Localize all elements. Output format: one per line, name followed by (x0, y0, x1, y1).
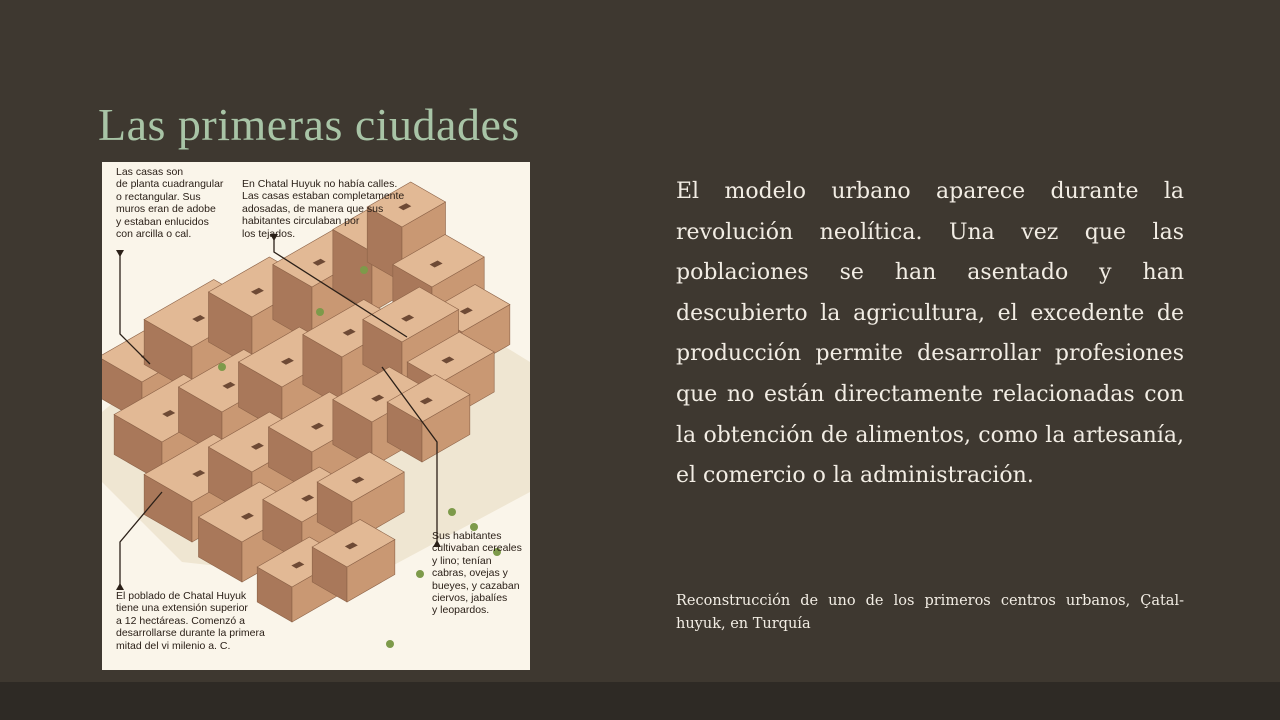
tree (360, 266, 368, 274)
figure-caption: Reconstrucción de uno de los primeros centros urbanos, Çatal-huyuk, en Turquía (676, 593, 1184, 632)
slide-footer-bar (0, 682, 1280, 720)
catalhoyuk-illustration (102, 162, 530, 670)
tree (386, 640, 394, 648)
tree (416, 570, 424, 578)
annotation-settlement: El poblado de Chatal Huyuk tiene una extensión superior a 12 hectáreas. Comenzó a desarrollarse durante la primera mitad del vi milenio a. C. (116, 590, 265, 652)
tree (218, 363, 226, 371)
tree (448, 508, 456, 516)
slide-title: Las primeras ciudades (98, 99, 520, 150)
annotation-houses: Las casas son de planta cuadrangular o rectangular. Sus muros eran de adobe y estaban enlucidos con arcilla o cal. (116, 166, 224, 241)
tree (316, 308, 324, 316)
slide-body-text: El modelo urbano aparece durante la revolución neolítica. Una vez que las poblaciones se han asentado y han descubierto la agricultura, el excedente de producción permite desarrollar profesiones que no están directamente relacionadas con la obtención de alimentos, como la artesanía, el comercio o la administración. (676, 179, 1184, 489)
annotation-streets: En Chatal Huyuk no había calles. Las casas estaban completamente adosadas, de manera que sus habitantes circulaban por los tejados. (242, 178, 405, 240)
annotation-inhabitants: Sus habitantes cultivaban cereales y lino; tenían cabras, ovejas y bueyes, y cazaban ciervos, jabalíes y leopardos. (432, 530, 522, 617)
